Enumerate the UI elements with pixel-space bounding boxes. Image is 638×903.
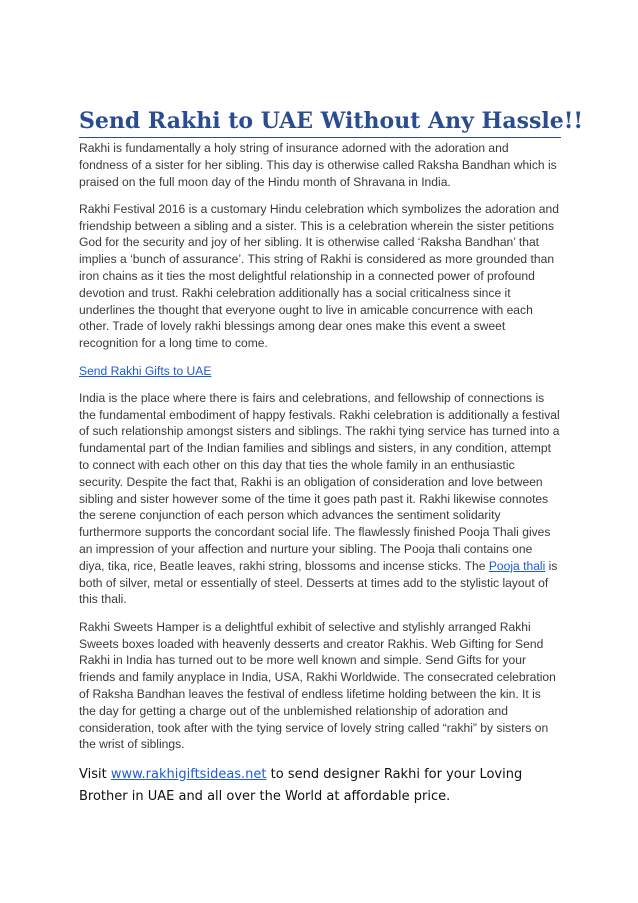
pooja-thali-link[interactable]: Pooja thali (488, 558, 546, 573)
page-title: Send Rakhi to UAE Without Any Hassle!! (79, 106, 561, 138)
visit-prefix: Visit (79, 766, 111, 782)
rakhigiftsideas-link[interactable]: www.rakhigiftsideas.net (110, 766, 267, 782)
visit-suffix: to send designer Rakhi for your Loving Brother in UAE and all over the World at affordable price. (79, 766, 523, 804)
festival-paragraph: Rakhi Festival 2016 is a customary Hindu celebration which symbolizes the adoration and friendship between a sibling and a sister. This is a celebration wherein the sister petitions God for the security and joy of her sibling. It is otherwise called ‘Raksha Bandhan’ that implies a ‘bunch of assurance’. This string of Rakhi is considered as more grounded than iron chains as it ties the most delightful relationship in a connected power of profound devotion and trust. Rakhi celebration additionally has a social criticalness since it underlines the thought that everyone ought to live in amicable concurrence with each other. Trade of lovely rakhi blessings among dear ones make this event a sweet recognition for a long time to come. (79, 201, 559, 351)
visit-paragraph (79, 764, 561, 808)
india-paragraph-text-1: India is the place where there is fairs and celebrations, and fellowship of connections is the fundamental embodiment of happy festivals. Rakhi celebration is additionally a festival of such relationship amongst sisters and siblings. The rakhi tying service has turned into a fundamental part of the Indian families and siblings and sisters, in any condition, attempt to connect with each other on this day that ties the whole family in an enthusiastic security. Despite the fact that, Rakhi is an obligation of consideration and love between sibling and sister however some of the time it goes path past it. Rakhi likewise connotes the serene conjunction of each person which advances the sentiment solidarity furthermore supports the concordant social life. The flawlessly finished Pooja Thali gives an impression of your affection and nurture your sibling. The Pooja thali contains one diya, tika, rice, Beatle leaves, rakhi string, blossoms and incense sticks. The (79, 390, 560, 573)
sweets-hamper-paragraph: Rakhi Sweets Hamper is a delightful exhibit of selective and stylishly arranged Rakhi Sweets boxes loaded with heavenly desserts and creator Rakhis. Web Gifting for Send Rakhi in India has turned out to be more well known and simple. Send Gifts for your friends and family anyplace in India, USA, Rakhi Worldwide. The consecrated celebration of Raksha Bandhan leaves the festival of endless lifetime holding between the kin. It is the day for getting a charge out of the unblemished relationship of adoration and consideration, took after with the tying service of lovely string called “rakhi” by sisters on the wrist of siblings. (79, 619, 556, 752)
india-paragraph-text-2: is both of silver, metal or essentially of steel. Desserts at times add to the stylistic layout of this thali. (79, 558, 558, 607)
send-gifts-link-line (79, 363, 561, 380)
document-page (79, 106, 584, 808)
intro-paragraph: Rakhi is fundamentally a holy string of insurance adorned with the adoration and fondness of a sister for her sibling. This day is otherwise called Raksha Bandhan which is praised on the full moon day of the Hindu month of Shravana in India. (79, 141, 557, 189)
india-paragraph (79, 390, 561, 608)
send-rakhi-gifts-uae-link[interactable]: Send Rakhi Gifts to UAE (79, 363, 212, 378)
